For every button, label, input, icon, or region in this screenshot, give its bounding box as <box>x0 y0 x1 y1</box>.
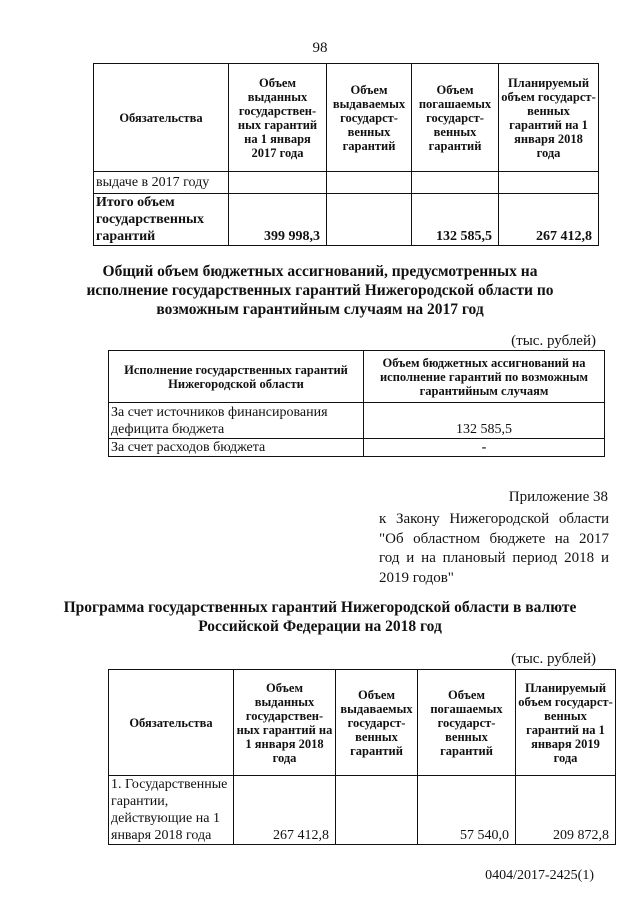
cell-total-planned: 267 412,8 <box>499 194 599 246</box>
cell-amount: - <box>364 439 605 457</box>
cell-issued: 267 412,8 <box>234 776 336 845</box>
budget-allocations-table <box>108 350 605 457</box>
cell-total-issued: 399 998,3 <box>229 194 327 246</box>
header-issued-volume: Объем выданных государствен-ных гарантий на 1 января 2018 года <box>234 670 336 776</box>
header-obligations: Обязательства <box>109 670 234 776</box>
annex-body: к Закону Нижегородской области "Об областном бюджете на 2017 год и на плановый период 2018 и 2019 годов" <box>379 511 609 586</box>
cell-total-repaid: 132 585,5 <box>412 194 499 246</box>
section-heading-guarantee-program: Программа государственных гарантий Нижегородской области в валюте Российской Федерации на 2018 год <box>63 599 577 635</box>
header-execution: Исполнение государственных гарантий Нижегородской области <box>109 351 364 403</box>
header-repaid-volume: Объем погашаемых государст-венных гарантий <box>418 670 516 776</box>
cell-source: За счет источников финансирования дефицита бюджета <box>109 403 364 439</box>
units-label: (тыс. рублей) <box>511 333 596 349</box>
cell-source: За счет расходов бюджета <box>109 439 364 457</box>
header-allocations: Объем бюджетных ассигнований на исполнение гарантий по возможным гарантийным случаям <box>364 351 605 403</box>
header-planned-volume: Планируемый объем государст-венных гарантий на 1 января 2018 года <box>499 64 599 172</box>
cell-total-label: Итого объем государственных гарантий <box>94 194 229 246</box>
header-to-issue-volume: Объем выдаваемых государст-венных гарантий <box>327 64 412 172</box>
header-to-issue-volume: Объем выдаваемых государст-венных гарантий <box>336 670 418 776</box>
cell-obligation: выдаче в 2017 году <box>94 172 229 194</box>
cell-repaid: 57 540,0 <box>418 776 516 845</box>
annex-title: Приложение 38 <box>508 489 608 505</box>
cell-amount: 132 585,5 <box>364 403 605 439</box>
header-planned-volume: Планируемый объем государст-венных гарантий на 1 января 2019 года <box>516 670 616 776</box>
page-number: 98 <box>312 40 328 56</box>
table-row-total <box>94 194 599 246</box>
header-obligations: Обязательства <box>94 64 229 172</box>
cell-obligation: 1. Государственные гарантии, действующие на 1 января 2018 года <box>109 776 234 845</box>
guarantees-table-2018 <box>108 669 616 845</box>
table-row <box>94 172 599 194</box>
section-heading-budget-allocations: Общий объем бюджетных ассигнований, предусмотренных на исполнение государственных гарантий Нижегородской области по возможным гарантийным случаям на 2017 год <box>86 263 554 318</box>
table-row <box>109 403 605 439</box>
table-row <box>109 776 616 845</box>
document-number: 0404/2017-2425(1) <box>485 868 594 883</box>
guarantees-table-2017 <box>93 63 599 246</box>
units-label: (тыс. рублей) <box>511 651 596 667</box>
cell-planned: 209 872,8 <box>516 776 616 845</box>
header-issued-volume: Объем выданных государствен-ных гарантий на 1 января 2017 года <box>229 64 327 172</box>
header-repaid-volume: Объем погашаемых государст-венных гарантий <box>412 64 499 172</box>
table-row <box>109 439 605 457</box>
